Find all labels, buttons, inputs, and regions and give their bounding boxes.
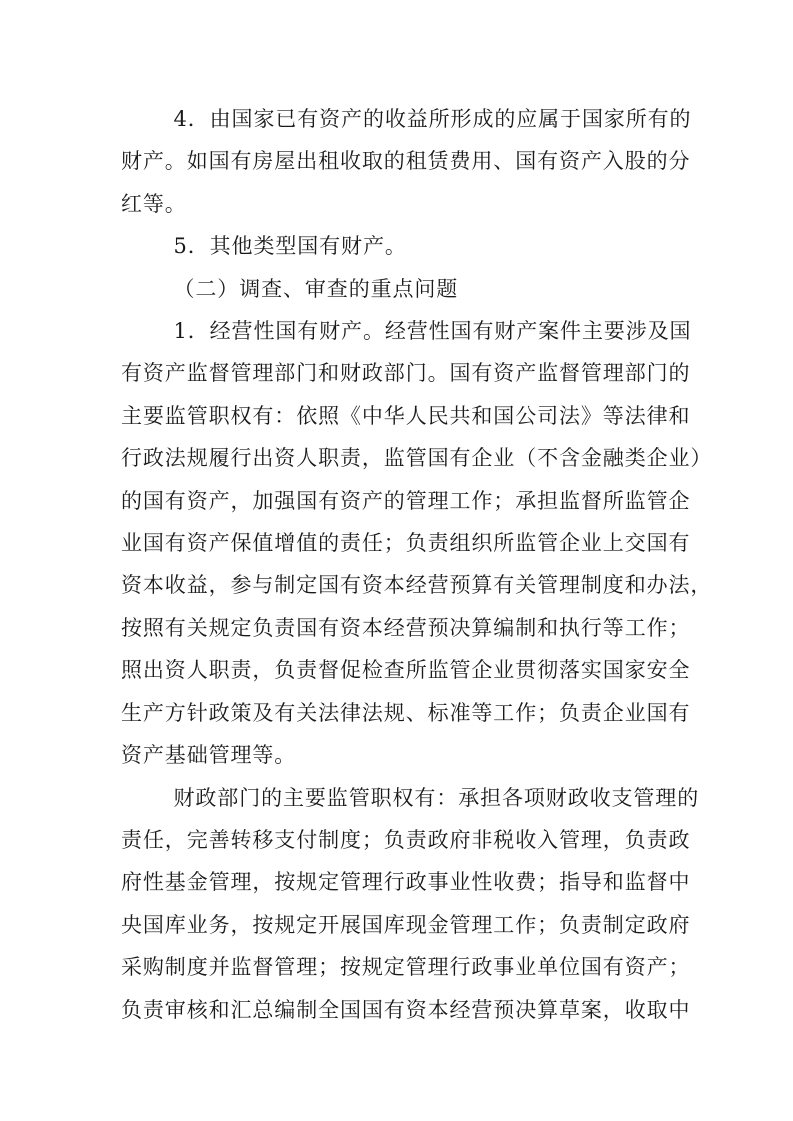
text-line: 业国有资产保值增值的责任；负责组织所监管企业上交国有 (121, 531, 691, 556)
text-line: 央国库业务，按规定开展国库现金管理工作；负责制定政府 (121, 912, 691, 937)
section-heading (121, 268, 685, 310)
text-line: 行政法规履行出资人职责，监管国有企业（不含金融类企业） (121, 446, 713, 471)
paragraph-finance-department (121, 777, 700, 1031)
text-line: 1．经营性国有财产。经营性国有财产案件主要涉及国 (173, 319, 692, 344)
document-page (121, 98, 713, 1031)
text-line: 财产。如国有房屋出租收取的租赁费用、国有资产入股的分 (121, 149, 691, 174)
text-line: 4．由国家已有资产的收益所形成的应属于国家所有的 (173, 107, 692, 131)
text-line: 5．其他类型国有财产。 (173, 234, 407, 259)
paragraph-operating-assets (121, 310, 713, 776)
text-line: 财政部门的主要监管职权有：承担各项财政收支管理的 (173, 785, 700, 810)
text-line: 采购制度并监督管理；按规定管理行政事业单位国有资产； (121, 955, 691, 980)
paragraph-item-5 (121, 225, 685, 267)
text-line: 红等。 (121, 191, 187, 216)
text-line: 的国有资产，加强国有资产的管理工作；承担监督所监管企 (121, 488, 691, 513)
text-line: 主要监管职权有：依照《中华人民共和国公司法》等法律和 (121, 403, 691, 428)
text-line: 资产基础管理等。 (121, 743, 297, 768)
paragraph-item-4 (121, 98, 692, 225)
text-line: 有资产监督管理部门和财政部门。国有资产监督管理部门的 (121, 361, 691, 386)
heading-text: （二）调查、审查的重点问题 (173, 276, 459, 301)
text-line: 责任，完善转移支付制度；负责政府非税收入管理，负责政 (121, 827, 691, 852)
text-line: 资本收益，参与制定国有资本经营预算有关管理制度和办法， (121, 573, 713, 598)
text-line: 府性基金管理，按规定管理行政事业性收费；指导和监督中 (121, 870, 691, 895)
text-line: 按照有关规定负责国有资本经营预决算编制和执行等工作； (121, 615, 691, 640)
text-line: 负责审核和汇总编制全国国有资本经营预决算草案，收取中 (121, 997, 691, 1022)
text-line: 照出资人职责，负责督促检查所监管企业贯彻落实国家安全 (121, 658, 691, 683)
text-line: 生产方针政策及有关法律法规、标准等工作；负责企业国有 (121, 700, 691, 725)
